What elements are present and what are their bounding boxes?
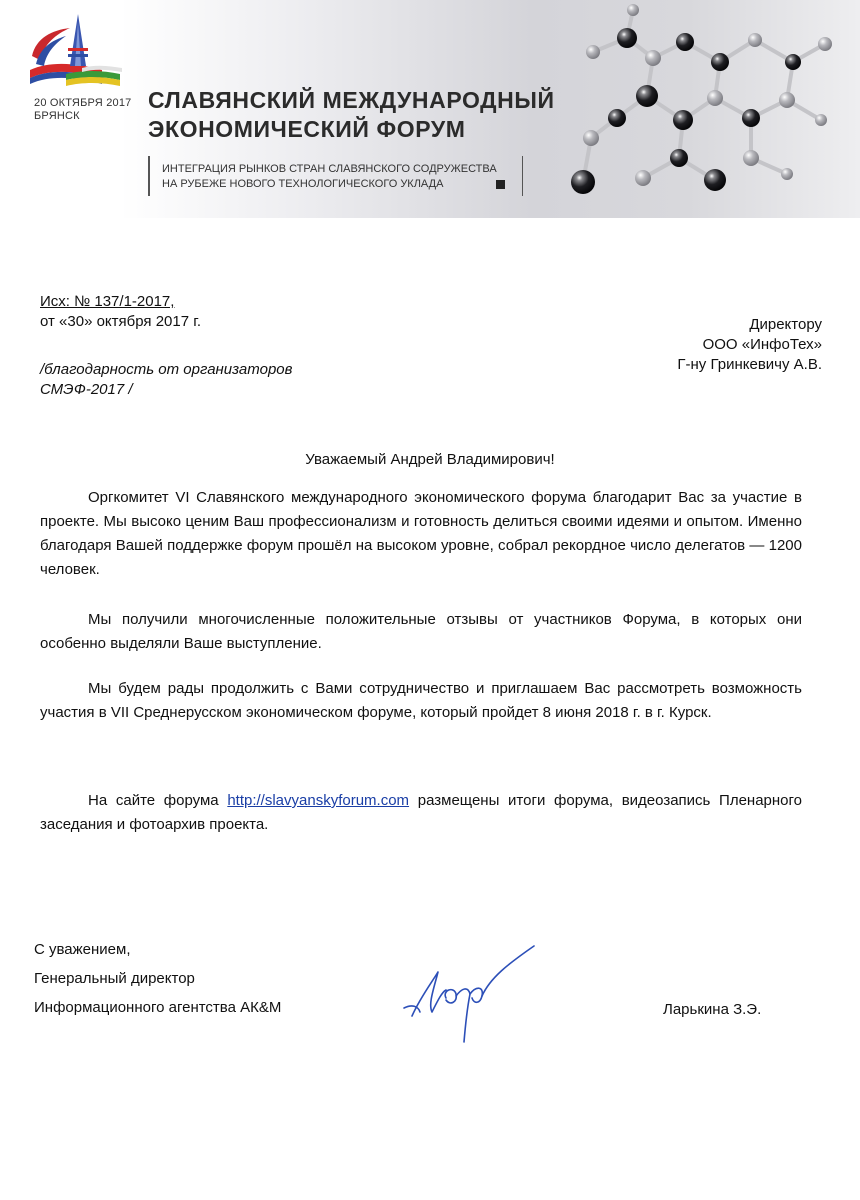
signer-position: Генеральный директор [34,970,195,987]
signer-name: Ларькина З.Э. [663,1001,762,1018]
letter-subject [40,360,292,400]
reference-date: от «30» октября 2017 г. [40,313,202,330]
tagline-line: НА РУБЕЖЕ НОВОГО ТЕХНОЛОГИЧЕСКОГО УКЛАДА [162,178,444,190]
forum-website-link[interactable]: http://slavyanskyforum.com [227,792,410,809]
outgoing-reference [40,292,201,332]
closing-regards: С уважением, [34,941,131,958]
paragraph-text: На сайте форума [88,792,228,809]
closing-block [34,935,394,1022]
forum-tagline [148,156,497,196]
recipient-company: ООО «ИнфоТех» [702,336,822,353]
subject-line: /благодарность от организаторов [40,361,293,378]
reference-number: Исх: № 137/1-2017, [40,293,175,310]
forum-title-line: ЭКОНОМИЧЕСКИЙ ФОРУМ [148,116,466,142]
forum-city-line: БРЯНСК [34,110,80,122]
body-paragraph: Мы будем рады продолжить с Вами сотрудничество и приглашаем Вас рассмотреть возможность участия в VII Среднерусском экономическом форуме, который пройдет 8 июня 2018 г. в г. Курск. [40,680,802,721]
forum-date [34,97,131,123]
letterhead-header [0,0,860,218]
subject-line: СМЭФ-2017 / [40,381,133,398]
forum-date-line: 20 ОКТЯБРЯ 2017 [34,97,132,109]
forum-title-line: СЛАВЯНСКИЙ МЕЖДУНАРОДНЫЙ [148,87,555,113]
body-paragraph-website [40,789,802,837]
tagline-line: ИНТЕГРАЦИЯ РЫНКОВ СТРАН СЛАВЯНСКОГО СОДРУЖЕСТВА [162,163,497,175]
body-paragraph: Мы получили многочисленные положительные отзывы от участников Форума, в которых они особенно выделяли Ваше выступление. [40,611,802,652]
tagline-divider [522,156,523,196]
handwritten-signature [398,938,548,1048]
recipient-name: Г-ну Гринкевичу А.В. [677,356,822,373]
paragraph-text: размещены итоги форума, видеозапись Пленарного заседания и фотоархив проекта. [40,792,802,833]
recipient-position: Директору [749,316,822,333]
tagline-square-marker [496,180,505,189]
forum-title [148,86,555,144]
signer-organization: Информационного агентства АК&M [34,999,282,1016]
recipient-block [677,315,822,375]
molecule-graphic [555,0,860,218]
forum-logo-icon [22,8,142,96]
greeting: Уважаемый Андрей Владимирович! [305,451,555,468]
body-paragraph: Оргкомитет VI Славянского международного экономического форума благодарит Вас за участие в проекте. Мы высоко ценим Ваш профессионализм и готовность делиться своими идеями и опытом. Именно благодаря Вашей поддержке форум прошёл на высоком уровне, собрал рекордное число делегатов — 1200 человек. [40,489,802,578]
